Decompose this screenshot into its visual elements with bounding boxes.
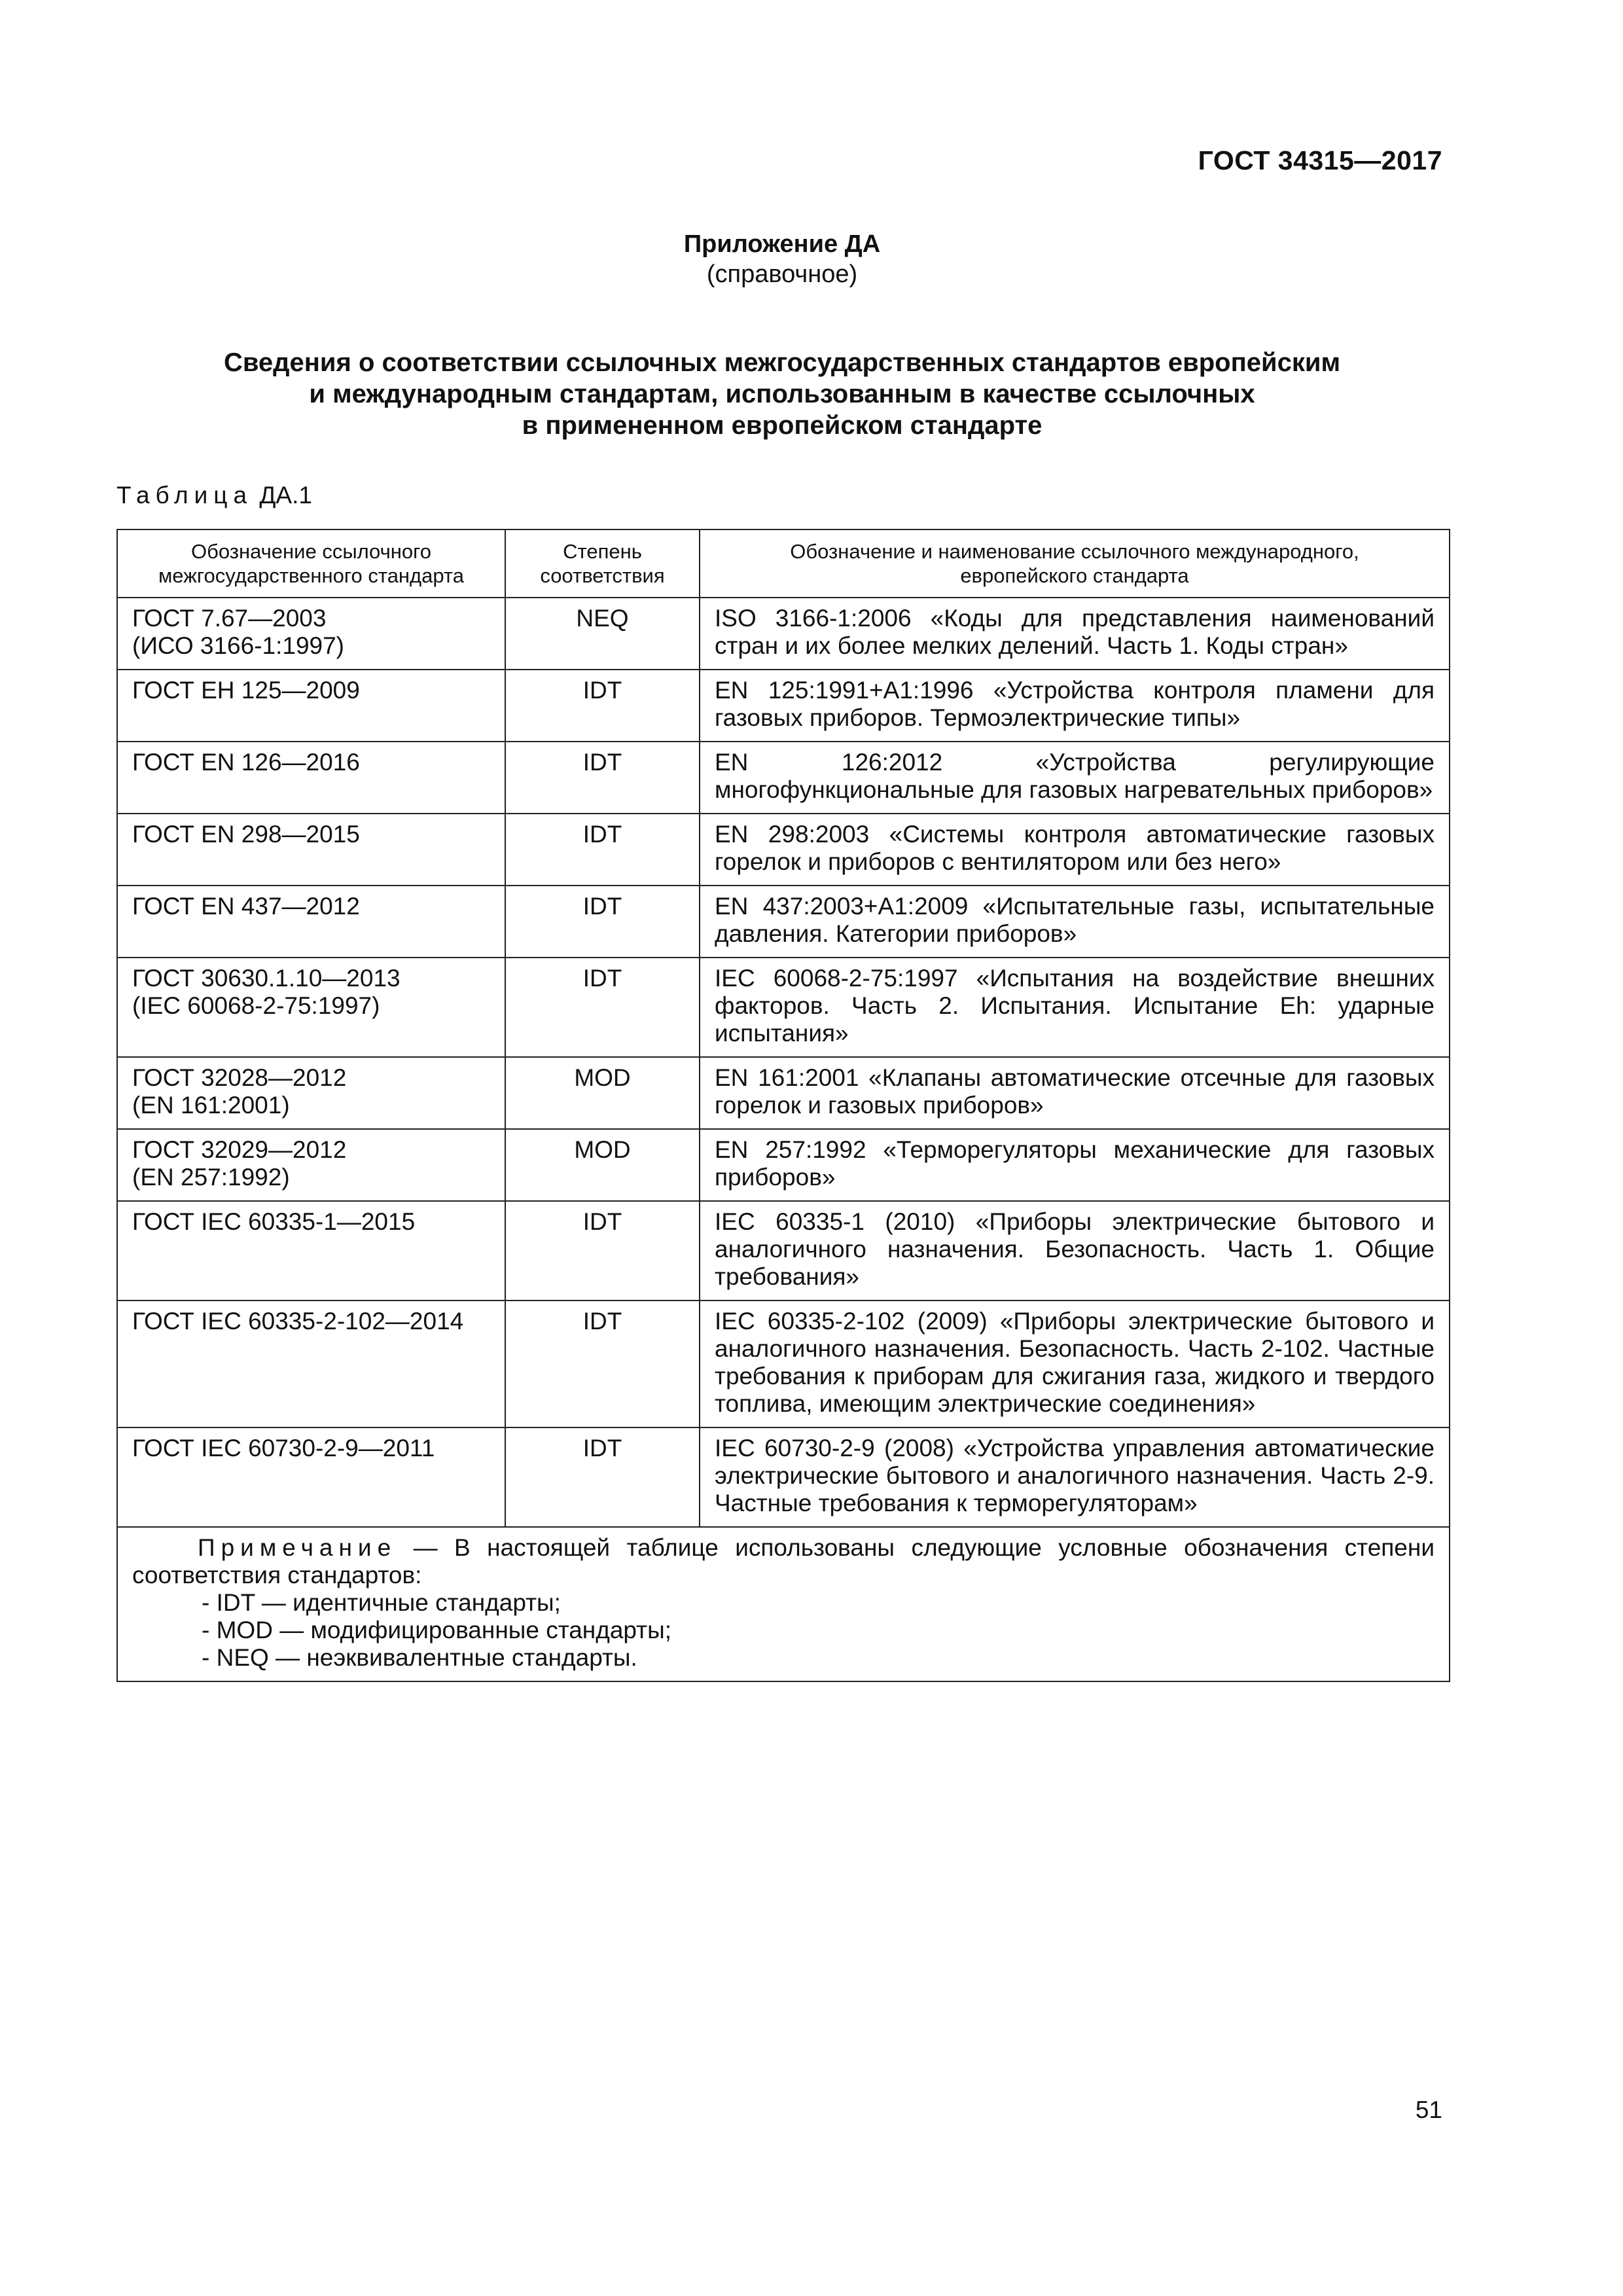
table-row	[117, 1300, 1450, 1427]
cell-standard: ГОСТ EN 437—2012	[117, 886, 505, 958]
cell-international-name: IEC 60335-1 (2010) «Приборы электрические бытового и аналогичного назначения. Безопасность. Часть 1. Общие требования»	[700, 1201, 1450, 1300]
header-standard-designation: Обозначение ссылочного межгосударственного стандарта	[117, 529, 505, 598]
table-label-word: Таблица	[116, 482, 253, 509]
section-title-line-1: Сведения о соответствии ссылочных межгосударственных стандартов европейским	[223, 348, 1341, 377]
cell-degree: MOD	[505, 1129, 700, 1201]
cell-standard: ГОСТ 7.67—2003 (ИСО 3166-1:1997)	[117, 598, 505, 670]
table-header-row	[117, 529, 1450, 598]
table-label-number: ДА.1	[259, 482, 312, 509]
cell-standard: ГОСТ ЕН 125—2009	[117, 670, 505, 742]
table-row	[117, 814, 1450, 886]
section-title-line-3: в примененном европейском стандарте	[522, 411, 1043, 440]
cell-international-name: EN 437:2003+A1:2009 «Испытательные газы, испытательные давления. Категории приборов»	[700, 886, 1450, 958]
cell-international-name: EN 257:1992 «Терморегуляторы механические для газовых приборов»	[700, 1129, 1450, 1201]
header-international-standard: Обозначение и наименование ссылочного международного, европейского стандарта	[700, 529, 1450, 598]
table-row	[117, 1427, 1450, 1527]
table-row	[117, 598, 1450, 670]
cell-degree: IDT	[505, 1300, 700, 1427]
page-number: 51	[1415, 2096, 1442, 2123]
table-label	[116, 482, 312, 509]
table-row	[117, 1057, 1450, 1129]
cell-standard: ГОСТ IEC 60730-2-9—2011	[117, 1427, 505, 1527]
table-note-row	[117, 1527, 1450, 1681]
section-title-line-2: и международным стандартам, использованным в качестве ссылочных	[309, 380, 1255, 408]
appendix-subtitle: (справочное)	[706, 260, 858, 288]
cell-degree: IDT	[505, 958, 700, 1057]
cell-standard: ГОСТ 32028—2012 (EN 161:2001)	[117, 1057, 505, 1129]
appendix-title: Приложение ДА	[683, 230, 881, 258]
cell-degree: NEQ	[505, 598, 700, 670]
header-degree: Степень соответствия	[505, 529, 700, 598]
cell-standard: ГОСТ EN 126—2016	[117, 742, 505, 814]
cell-degree: IDT	[505, 1201, 700, 1300]
cell-standard: ГОСТ IEC 60335-2-102—2014	[117, 1300, 505, 1427]
cell-international-name: IEC 60730-2-9 (2008) «Устройства управления автоматические электрические бытового и аналогичного назначения. Часть 2-9. Частные требования к терморегуляторам»	[700, 1427, 1450, 1527]
cell-degree: IDT	[505, 670, 700, 742]
cell-international-name: IEC 60068-2-75:1997 «Испытания на воздействие внешних факторов. Часть 2. Испытания. Испытание Eh: ударные испытания»	[700, 958, 1450, 1057]
cell-international-name: EN 298:2003 «Системы контроля автоматические газовых горелок и приборов с вентилятором или без него»	[700, 814, 1450, 886]
cell-degree: IDT	[505, 814, 700, 886]
cell-international-name: EN 125:1991+A1:1996 «Устройства контроля пламени для газовых приборов. Термоэлектрические типы»	[700, 670, 1450, 742]
table-row	[117, 886, 1450, 958]
table-row	[117, 670, 1450, 742]
note-item: - MOD — модифицированные стандарты;	[202, 1617, 671, 1643]
note-lead: Примечание	[198, 1534, 397, 1561]
cell-standard: ГОСТ 32029—2012 (EN 257:1992)	[117, 1129, 505, 1201]
cell-degree: IDT	[505, 742, 700, 814]
cell-international-name: IEC 60335-2-102 (2009) «Приборы электрические бытового и аналогичного назначения. Безопасность. Часть 2-102. Частные требования к приборам для сжигания газа, жидкого и твердого топлива, имеющим электрические соединения»	[700, 1300, 1450, 1427]
document-code: ГОСТ 34315—2017	[1198, 145, 1442, 175]
table-row	[117, 958, 1450, 1057]
correspondence-table	[116, 529, 1450, 1682]
cell-standard: ГОСТ EN 298—2015	[117, 814, 505, 886]
appendix-heading	[0, 229, 1564, 289]
note-text	[132, 1534, 1435, 1589]
cell-standard: ГОСТ IEC 60335-1—2015	[117, 1201, 505, 1300]
table-row	[117, 1201, 1450, 1300]
cell-degree: MOD	[505, 1057, 700, 1129]
table-note	[117, 1527, 1450, 1681]
cell-international-name: EN 161:2001 «Клапаны автоматические отсечные для газовых горелок и газовых приборов»	[700, 1057, 1450, 1129]
table-row	[117, 742, 1450, 814]
note-item: - IDT — идентичные стандарты;	[202, 1589, 561, 1616]
cell-international-name: EN 126:2012 «Устройства регулирующие многофункциональные для газовых нагревательных приборов»	[700, 742, 1450, 814]
cell-standard: ГОСТ 30630.1.10—2013 (IEC 60068-2-75:1997)	[117, 958, 505, 1057]
cell-degree: IDT	[505, 1427, 700, 1527]
table-row	[117, 1129, 1450, 1201]
note-item: - NEQ — неэквивалентные стандарты.	[202, 1644, 637, 1671]
section-title	[0, 347, 1564, 441]
cell-international-name: ISO 3166-1:2006 «Коды для представления наименований стран и их более мелких делений. Часть 1. Коды стран»	[700, 598, 1450, 670]
note-body: — В настоящей таблице использованы следующие условные обозначения степени соответствия стандартов:	[132, 1534, 1435, 1588]
cell-degree: IDT	[505, 886, 700, 958]
